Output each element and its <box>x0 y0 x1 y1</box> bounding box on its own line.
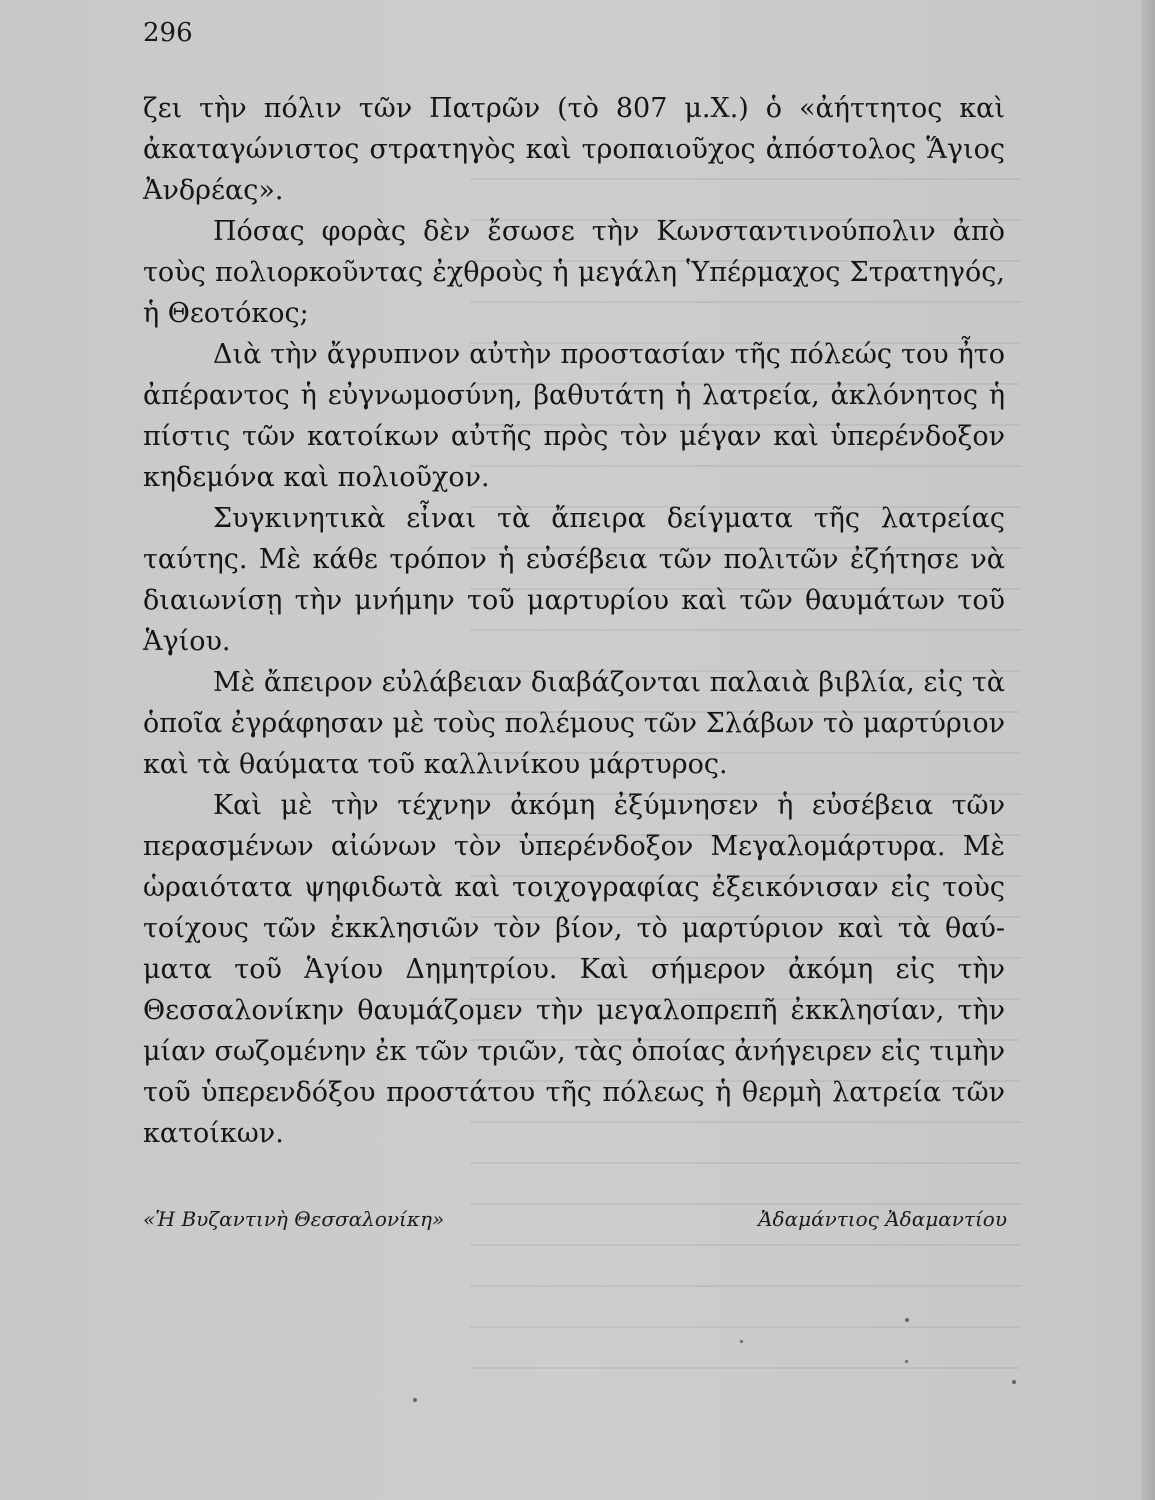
print-speck <box>905 1360 908 1363</box>
print-speck <box>740 1340 743 1343</box>
body-text <box>143 88 1005 1154</box>
paragraph: Καὶ μὲ τὴν τέχνην ἀκόμη ἐξύμνησεν ἡ εὐσέβεια τῶν περασμένων αἰώνων τὸν ὑπερένδοξον Μεγαλομάρτυρα. Μὲ ὡραιότατα ψηφιδωτὰ καὶ τοιχογραφίας ἐξεικόνισαν εἰς τοὺς τοίχους τῶν ἐκκλησιῶν τὸν βίον, τὸ μαρτύριον καὶ τὰ θαύματα τοῦ Ἁγίου Δημητρίου. Καὶ σήμερον ἀκόμη εἰς τὴν Θεσσαλονίκην θαυμάζομεν τὴν μεγαλοπρεπῆ ἐκκλησίαν, τὴν μίαν σωζομένην ἐκ τῶν τριῶν, τὰς ὁποίας ἀνήγειρεν εἰς τιμὴν τοῦ ὑπερενδόξου προστάτου τῆς πόλεως ἡ θερμὴ λατρεία τῶν κατοίκων. <box>143 790 1005 1149</box>
paragraph: Πόσας φορὰς δὲν ἔσωσε τὴν Κωνσταντινούπολιν ἀπὸ τοὺς πολιορκοῦντας ἐχθροὺς ἡ μεγάλη Ὑπέρμαχος Στρατηγός, ἡ Θεοτόκος; <box>143 216 1005 329</box>
author-name: Ἀδαμάντιος Ἀδαμαντίου <box>758 1207 1007 1231</box>
page-edge <box>1141 0 1155 1500</box>
print-speck <box>413 1398 417 1402</box>
paragraph: Διὰ τὴν ἄγρυπνον αὐτὴν προστασίαν τῆς πόλεώς του ἦτο ἀπέραντος ἡ εὐγνωμοσύνη, βαθυτάτη ἡ λατρεία, ἀκλόνητος ἡ πίστις τῶν κατοίκων αὐτῆς πρὸς τὸν μέγαν καὶ ὑπερένδοξον κηδεμόνα καὶ πολιοῦχον. <box>143 339 1005 493</box>
print-speck <box>1012 1380 1016 1384</box>
paragraph: Μὲ ἄπειρον εὐλάβειαν διαβάζονται παλαιὰ βιβλία, εἰς τὰ ὁποῖα ἐγράφησαν μὲ τοὺς πολέμους τῶν Σλάβων τὸ μαρτύριον καὶ τὰ θαύματα τοῦ καλλινίκου μάρτυρος. <box>143 667 1005 780</box>
source-citation: «Ἡ Βυζαντινὴ Θεσσαλονίκη» <box>143 1207 445 1231</box>
print-speck <box>905 1318 909 1322</box>
paragraph: Συγκινητικὰ εἶναι τὰ ἄπειρα δείγματα τῆς λατρείας ταύτης. Μὲ κάθε τρόπον ἡ εὐσέβεια τῶν πολιτῶν ἐζήτησε νὰ διαιωνίσῃ τὴν μνήμην τοῦ μαρτυρίου καὶ τῶν θαυμάτων τοῦ Ἁγίου. <box>143 503 1005 657</box>
paragraph-continuation: ζει τὴν πόλιν τῶν Πατρῶν (τὸ 807 μ.Χ.) ὁ «ἀήττητος καὶ ἀκαταγώνιστος στρατηγὸς καὶ τροπαιοῦχος ἀπόστολος Ἅγιος Ἀνδρέας». <box>143 93 1005 206</box>
page-number: 296 <box>143 18 193 48</box>
